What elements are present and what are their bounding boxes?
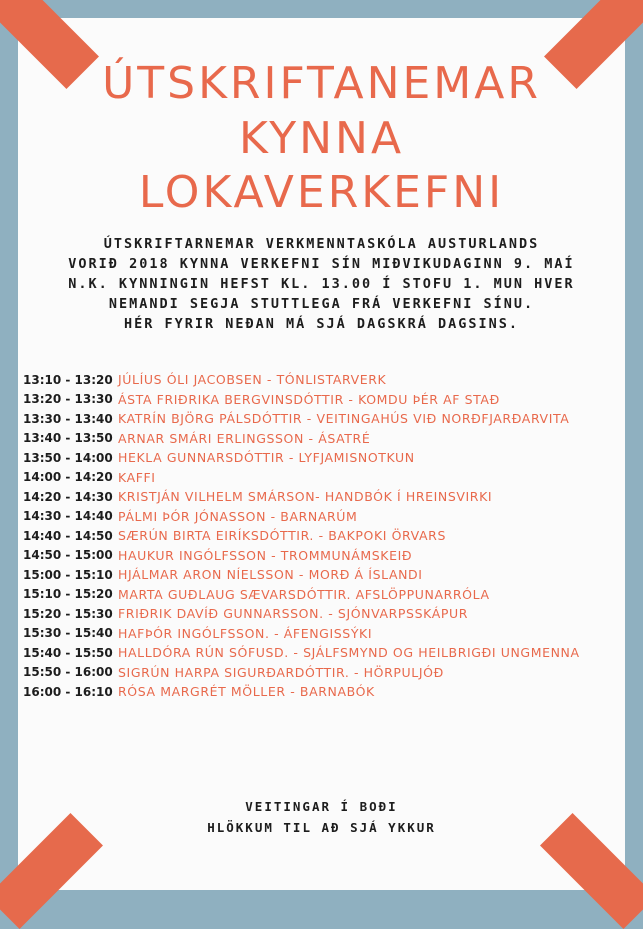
schedule-entry: SÆRÚN BIRTA EIRÍKSDÓTTIR. - BAKPOKI ÖRVARS: [118, 528, 446, 544]
schedule-time: 14:00 - 14:20: [23, 470, 113, 485]
schedule-entry: HAFÞÓR INGÓLFSSON. - ÁFENGISSÝKI: [118, 625, 373, 641]
schedule-time: 14:30 - 14:40: [23, 509, 113, 524]
schedule-time: 13:20 - 13:30: [23, 392, 113, 407]
intro-line-5: HÉR FYRIR NEÐAN MÁ SJÁ DAGSKRÁ DAGSINS.: [124, 316, 519, 332]
schedule-entry: ARNAR SMÁRI ERLINGSSON - ÁSATRÉ: [118, 430, 371, 446]
schedule-row: [23, 546, 623, 566]
schedule-entry: RÓSA MARGRÉT MÖLLER - BARNABÓK: [118, 684, 375, 700]
schedule-entry: HALLDÓRA RÚN SÓFUSD. - SJÁLFSMYND OG HEILBRIGÐI UNGMENNA: [118, 645, 580, 661]
schedule-time: 15:10 - 15:20: [23, 587, 113, 602]
footer-line-2: HLÖKKUM TIL AÐ SJÁ YKKUR: [207, 820, 436, 835]
schedule-entry: FRIÐRIK DAVÍÐ GUNNARSSON. - SJÓNVARPSSKÁPUR: [118, 606, 469, 622]
intro-line-1: ÚTSKRIFTARNEMAR VERKMENNTASKÓLA AUSTURLANDS: [103, 236, 540, 252]
schedule-time: 15:00 - 15:10: [23, 567, 113, 582]
schedule-entry: PÁLMI ÞÓR JÓNASSON - BARNARÚM: [118, 508, 358, 524]
schedule-entry: KRISTJÁN VILHELM SMÁRSON- HANDBÓK Í HREINSVIRKI: [118, 489, 493, 505]
schedule-row: [23, 624, 623, 644]
intro-line-3: N.K. KYNNINGIN HEFST KL. 13.00 Í STOFU 1. MUN HVER: [68, 276, 575, 292]
schedule-time: 15:30 - 15:40: [23, 626, 113, 641]
schedule-entry: JÚLÍUS ÓLI JACOBSEN - TÓNLISTARVERK: [118, 372, 387, 388]
schedule-time: 15:50 - 16:00: [23, 665, 113, 680]
schedule-row: [23, 585, 623, 605]
schedule-time: 15:40 - 15:50: [23, 645, 113, 660]
footer-line-1: VEITINGAR Í BOÐI: [245, 799, 398, 814]
schedule-row: [23, 526, 623, 546]
schedule-list: [23, 370, 623, 702]
title-line-1: ÚTSKRIFTANEMAR: [102, 58, 541, 109]
schedule-row: [23, 370, 623, 390]
schedule-time: 15:20 - 15:30: [23, 606, 113, 621]
schedule-row: [23, 507, 623, 527]
schedule-entry: ÁSTA FRIÐRIKA BERGVINSDÓTTIR - KOMDU ÞÉR AF STAÐ: [118, 391, 500, 407]
schedule-row: [23, 663, 623, 683]
schedule-time: 13:10 - 13:20: [23, 372, 113, 387]
title-line-3: LOKAVERKEFNI: [138, 167, 505, 218]
schedule-row: [23, 390, 623, 410]
schedule-time: 13:30 - 13:40: [23, 411, 113, 426]
schedule-time: 14:20 - 14:30: [23, 489, 113, 504]
schedule-entry: SIGRÚN HARPA SIGURÐARDÓTTIR. - HÖRPULJÓÐ: [118, 664, 444, 680]
schedule-time: 13:50 - 14:00: [23, 450, 113, 465]
schedule-row: [23, 429, 623, 449]
schedule-entry: MARTA GUÐLAUG SÆVARSDÓTTIR. AFSLÖPPUNARRÓLA: [118, 586, 490, 602]
schedule-row: [23, 565, 623, 585]
schedule-row: [23, 409, 623, 429]
schedule-time: 13:40 - 13:50: [23, 431, 113, 446]
schedule-row: [23, 682, 623, 702]
schedule-row: [23, 643, 623, 663]
schedule-time: 14:50 - 15:00: [23, 548, 113, 563]
schedule-row: [23, 468, 623, 488]
schedule-entry: HAUKUR INGÓLFSSON - TROMMUNÁMSKEIÐ: [118, 547, 413, 563]
schedule-row: [23, 604, 623, 624]
schedule-row: [23, 448, 623, 468]
schedule-entry: HEKLA GUNNARSDÓTTIR - LYFJAMISNOTKUN: [118, 450, 415, 466]
schedule-row: [23, 487, 623, 507]
schedule-time: 14:40 - 14:50: [23, 528, 113, 543]
schedule-time: 16:00 - 16:10: [23, 684, 113, 699]
title-line-2: KYNNA: [238, 113, 405, 164]
schedule-entry: KAFFI: [118, 469, 156, 485]
schedule-entry: KATRÍN BJÖRG PÁLSDÓTTIR - VEITINGAHÚS VIÐ NORÐFJARÐARVITA: [118, 411, 570, 427]
intro-line-2: VORIÐ 2018 KYNNA VERKEFNI SÍN MIÐVIKUDAGINN 9. MAÍ: [68, 256, 575, 272]
schedule-entry: HJÁLMAR ARON NÍELSSON - MORÐ Á ÍSLANDI: [118, 567, 423, 583]
intro-line-4: NEMANDI SEGJA STUTTLEGA FRÁ VERKEFNI SÍNU.: [108, 296, 535, 312]
